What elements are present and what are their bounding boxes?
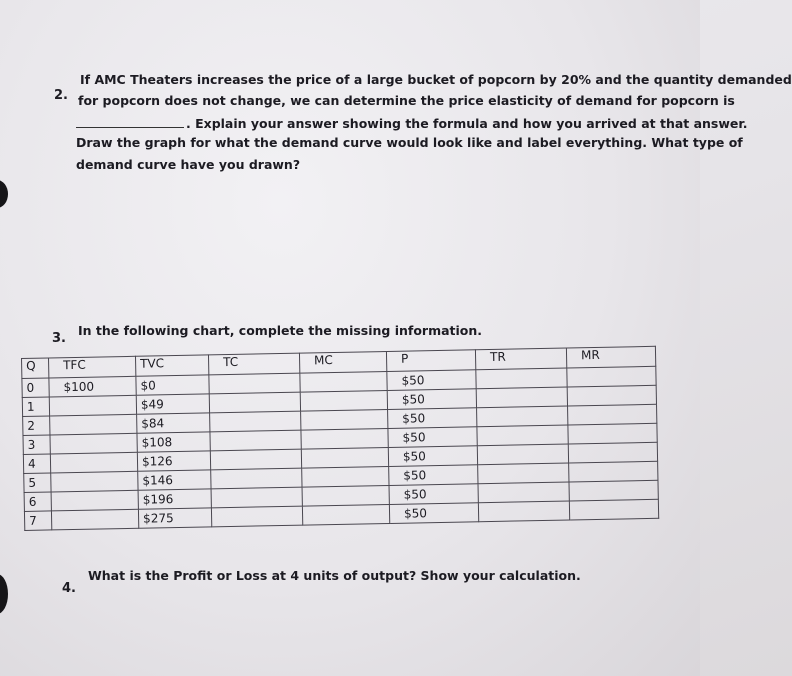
- cell-mr[interactable]: [569, 499, 658, 520]
- cell-p: $50: [389, 465, 478, 486]
- cell-tr[interactable]: [478, 482, 569, 503]
- question-2-line-2: for popcorn does not change, we can determine the price elasticity of demand for popcorn is: [78, 93, 735, 108]
- table-body: [22, 366, 659, 530]
- cell-mc[interactable]: [301, 409, 388, 430]
- cell-q: 0: [22, 378, 49, 398]
- cell-tr[interactable]: [477, 425, 568, 446]
- cell-p: $50: [389, 503, 478, 524]
- cell-mr[interactable]: [568, 423, 657, 444]
- question-2-line-3: . Explain your answer showing the formula and how you arrived at that answer.: [76, 115, 748, 132]
- cell-tc[interactable]: [210, 449, 301, 470]
- cell-p: $50: [388, 427, 477, 448]
- cell-mc[interactable]: [302, 485, 389, 506]
- cell-tfc[interactable]: [51, 490, 138, 511]
- cell-tr[interactable]: [478, 463, 569, 484]
- header-tvc: TVC: [135, 355, 208, 376]
- cell-mc[interactable]: [301, 428, 388, 449]
- cell-tvc: $126: [137, 451, 210, 471]
- header-tfc: TFC: [49, 356, 136, 378]
- cost-revenue-table: [21, 346, 659, 531]
- question-2-number: 2.: [54, 88, 68, 103]
- question-4-number: 4.: [62, 581, 76, 596]
- cell-tfc[interactable]: [49, 395, 136, 416]
- cell-tr[interactable]: [478, 501, 569, 522]
- header-tr: TR: [475, 348, 566, 370]
- cell-tvc: $275: [138, 508, 211, 528]
- cell-tr[interactable]: [477, 406, 568, 427]
- cell-q: 2: [23, 416, 50, 436]
- cell-q: 4: [23, 454, 50, 474]
- cell-mr[interactable]: [569, 461, 658, 482]
- cell-tvc: $84: [137, 413, 210, 433]
- cell-tc[interactable]: [211, 468, 302, 489]
- cell-mc[interactable]: [300, 390, 387, 411]
- cell-mr[interactable]: [569, 480, 658, 501]
- cell-mc[interactable]: [302, 466, 389, 487]
- cell-tc[interactable]: [210, 430, 301, 451]
- cell-tr[interactable]: [476, 387, 567, 408]
- question-3-number: 3.: [52, 331, 66, 346]
- cell-mc[interactable]: [300, 371, 387, 392]
- question-2-line-5: demand curve have you drawn?: [76, 157, 301, 172]
- cell-tfc[interactable]: [50, 452, 137, 473]
- cell-tr[interactable]: [477, 444, 568, 465]
- cell-tc[interactable]: [210, 411, 301, 432]
- header-q: Q: [22, 358, 49, 379]
- cell-q: 5: [24, 473, 51, 493]
- cell-p: $50: [388, 446, 477, 467]
- cell-tvc: $49: [136, 394, 209, 414]
- question-2-line-1: If AMC Theaters increases the price of a large bucket of popcorn by 20% and the quantity demanded: [80, 72, 792, 87]
- cell-p: $50: [388, 408, 477, 429]
- cell-mr[interactable]: [568, 442, 657, 463]
- cell-tc[interactable]: [211, 506, 302, 527]
- header-mc: MC: [299, 351, 386, 373]
- cell-q: 3: [23, 435, 50, 455]
- question-2-line-4: Draw the graph for what the demand curve would look like and label everything. What type of: [76, 135, 743, 150]
- cell-tfc: $100: [49, 376, 136, 397]
- question-4-text: What is the Profit or Loss at 4 units of output? Show your calculation.: [88, 568, 581, 583]
- cell-mc[interactable]: [301, 447, 388, 468]
- cell-tfc[interactable]: [51, 471, 138, 492]
- cell-tvc: $146: [138, 470, 211, 490]
- cell-p: $50: [389, 484, 478, 505]
- cell-mr[interactable]: [567, 385, 656, 406]
- cell-tvc: $108: [137, 432, 210, 452]
- cell-mr[interactable]: [568, 404, 657, 425]
- cell-q: 6: [24, 492, 51, 512]
- cell-tc[interactable]: [209, 373, 300, 394]
- cell-tfc[interactable]: [50, 433, 137, 454]
- cell-mr[interactable]: [567, 366, 656, 387]
- cell-q: 1: [22, 397, 49, 417]
- header-p: P: [386, 350, 475, 372]
- cell-tvc: $196: [138, 489, 211, 509]
- cell-p: $50: [387, 389, 476, 410]
- header-tc: TC: [208, 353, 299, 375]
- question-3-text: In the following chart, complete the missing information.: [78, 323, 483, 338]
- cell-q: 7: [24, 511, 51, 531]
- cell-tvc: $0: [136, 375, 209, 395]
- answer-blank[interactable]: [76, 127, 184, 128]
- cell-p: $50: [387, 370, 476, 391]
- cell-tc[interactable]: [211, 487, 302, 508]
- cell-tr[interactable]: [476, 368, 567, 389]
- cell-tfc[interactable]: [51, 509, 138, 530]
- cell-tc[interactable]: [209, 392, 300, 413]
- header-mr: MR: [566, 346, 655, 368]
- cell-tfc[interactable]: [50, 414, 137, 435]
- cell-mc[interactable]: [302, 504, 389, 525]
